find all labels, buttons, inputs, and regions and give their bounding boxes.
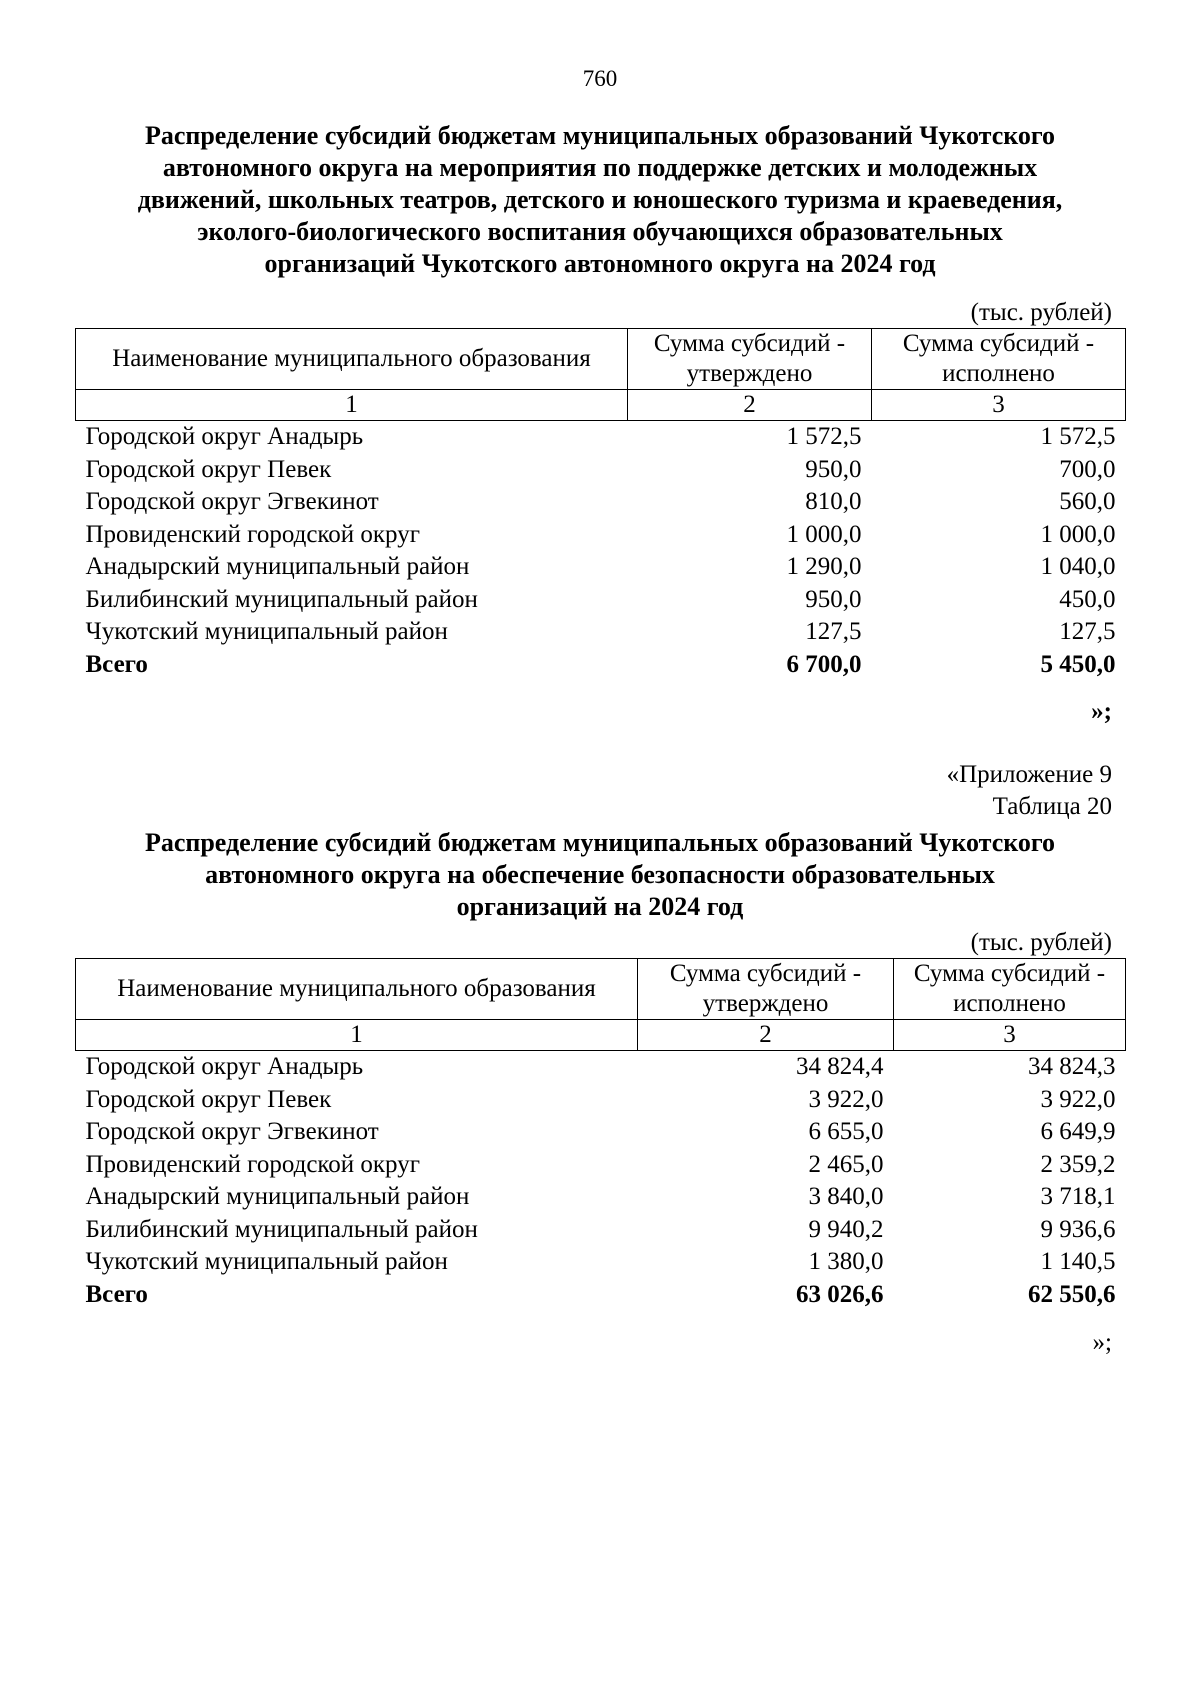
row-name: Анадырский муниципальный район bbox=[85, 553, 470, 580]
table1-row bbox=[76, 454, 1126, 487]
total-approved: 63 026,6 bbox=[796, 1280, 884, 1308]
table2-row bbox=[76, 1181, 1126, 1214]
table2-header-approved: Сумма субсидий - утверждено bbox=[638, 959, 894, 1020]
page-number: 760 bbox=[582, 66, 618, 91]
row-executed: 1 040,0 bbox=[1040, 553, 1116, 580]
row-name: Чукотский муниципальный район bbox=[85, 618, 448, 645]
table1-units: (тыс. рублей) bbox=[970, 299, 1112, 326]
table2-column-number-row bbox=[76, 1020, 1126, 1051]
appendix-label: «Приложение 9 bbox=[946, 761, 1112, 788]
total-label: Всего bbox=[85, 1280, 148, 1308]
row-approved: 1 380,0 bbox=[808, 1248, 884, 1275]
table1-closing-quote: »; bbox=[1091, 698, 1112, 725]
row-name: Городской округ Анадырь bbox=[85, 1053, 364, 1080]
table1-title-line: автономного округа на мероприятия по поддержке детских и молодежных bbox=[162, 153, 1038, 182]
row-approved: 950,0 bbox=[805, 585, 862, 613]
table2-units: (тыс. рублей) bbox=[970, 929, 1112, 956]
table2-title-line: автономного округа на обеспечение безопасности образовательных bbox=[205, 860, 995, 889]
table2-row bbox=[76, 1149, 1126, 1182]
row-executed: 6 649,9 bbox=[1040, 1118, 1116, 1145]
row-approved: 6 655,0 bbox=[808, 1118, 884, 1145]
table1-header-executed: Сумма субсидий - исполнено bbox=[872, 329, 1126, 390]
table2-title bbox=[60, 827, 1140, 923]
table2-total-row bbox=[76, 1279, 1126, 1312]
table1-row bbox=[76, 584, 1126, 617]
table1-row bbox=[76, 616, 1126, 649]
table1-header-approved: Сумма субсидий - утверждено bbox=[628, 329, 872, 390]
table2-header-name: Наименование муниципального образования bbox=[76, 959, 638, 1020]
row-executed: 1 140,5 bbox=[1040, 1248, 1116, 1275]
row-name: Городской округ Эгвекинот bbox=[85, 1118, 379, 1145]
table1-column-number: 3 bbox=[872, 390, 1126, 421]
row-approved: 810,0 bbox=[805, 488, 862, 515]
row-executed: 34 824,3 bbox=[1028, 1053, 1116, 1080]
row-approved: 3 922,0 bbox=[808, 1085, 884, 1113]
table1-column-number: 2 bbox=[628, 390, 872, 421]
row-executed: 560,0 bbox=[1059, 488, 1116, 515]
table1-title-line: Распределение субсидий бюджетам муниципальных образований Чукотского bbox=[144, 121, 1056, 150]
table1-total-row bbox=[76, 649, 1126, 682]
table1-title-line: организаций Чукотского автономного округа на 2024 год bbox=[264, 249, 936, 278]
table1-title-line: движений, школьных театров, детского и юношеского туризма и краеведения, bbox=[137, 185, 1063, 214]
row-executed: 1 000,0 bbox=[1040, 520, 1116, 548]
row-approved: 950,0 bbox=[805, 455, 862, 483]
table1-header-name: Наименование муниципального образования bbox=[76, 329, 628, 390]
table1-header-row bbox=[76, 329, 1126, 390]
row-approved: 9 940,2 bbox=[808, 1215, 884, 1243]
row-name: Анадырский муниципальный район bbox=[85, 1183, 470, 1210]
table2-row bbox=[76, 1214, 1126, 1247]
table1-column-number-row bbox=[76, 390, 1126, 421]
table2-row bbox=[76, 1246, 1126, 1279]
row-approved: 2 465,0 bbox=[808, 1150, 884, 1178]
table1-title bbox=[60, 120, 1140, 280]
row-executed: 3 718,1 bbox=[1040, 1183, 1116, 1210]
row-name: Провиденский городской округ bbox=[85, 520, 420, 548]
row-approved: 127,5 bbox=[805, 618, 862, 645]
total-approved: 6 700,0 bbox=[786, 650, 862, 678]
row-executed: 127,5 bbox=[1059, 618, 1116, 645]
row-name: Городской округ Эгвекинот bbox=[85, 488, 379, 515]
row-name: Билибинский муниципальный район bbox=[85, 1215, 478, 1243]
total-executed: 62 550,6 bbox=[1028, 1280, 1116, 1308]
table2-title-line: организаций на 2024 год bbox=[456, 892, 744, 921]
row-approved: 1 290,0 bbox=[786, 553, 862, 580]
table2 bbox=[75, 958, 1126, 1311]
table1-row bbox=[76, 519, 1126, 552]
table1-row bbox=[76, 551, 1126, 584]
row-approved: 1 000,0 bbox=[786, 520, 862, 548]
table2-column-number: 1 bbox=[76, 1020, 638, 1051]
table2-row bbox=[76, 1116, 1126, 1149]
row-name: Билибинский муниципальный район bbox=[85, 585, 478, 613]
row-executed: 2 359,2 bbox=[1040, 1150, 1116, 1178]
total-label: Всего bbox=[85, 650, 148, 678]
table2-closing-quote: »; bbox=[1092, 1329, 1112, 1356]
row-approved: 34 824,4 bbox=[796, 1053, 884, 1080]
table2-header-row bbox=[76, 959, 1126, 1020]
row-approved: 3 840,0 bbox=[808, 1183, 884, 1210]
row-name: Провиденский городской округ bbox=[85, 1150, 420, 1178]
table1 bbox=[75, 328, 1126, 681]
row-executed: 9 936,6 bbox=[1040, 1215, 1116, 1243]
row-approved: 1 572,5 bbox=[786, 423, 862, 450]
table1-title-line: эколого-биологического воспитания обучающихся образовательных bbox=[197, 217, 1003, 246]
table-number-label: Таблица 20 bbox=[992, 793, 1112, 820]
row-name: Городской округ Певек bbox=[85, 1085, 332, 1113]
table2-title-line: Распределение субсидий бюджетам муниципальных образований Чукотского bbox=[144, 828, 1056, 857]
row-executed: 3 922,0 bbox=[1040, 1085, 1116, 1113]
table1-row bbox=[76, 486, 1126, 519]
total-executed: 5 450,0 bbox=[1040, 650, 1116, 678]
table2-row bbox=[76, 1051, 1126, 1084]
row-executed: 450,0 bbox=[1059, 585, 1116, 613]
table2-header-executed: Сумма субсидий - исполнено bbox=[894, 959, 1126, 1020]
table2-column-number: 3 bbox=[894, 1020, 1126, 1051]
row-name: Городской округ Певек bbox=[85, 455, 332, 483]
table1-row bbox=[76, 421, 1126, 454]
row-executed: 700,0 bbox=[1059, 455, 1116, 483]
table1-column-number: 1 bbox=[76, 390, 628, 421]
table2-row bbox=[76, 1084, 1126, 1117]
table2-column-number: 2 bbox=[638, 1020, 894, 1051]
row-name: Городской округ Анадырь bbox=[85, 423, 364, 450]
row-name: Чукотский муниципальный район bbox=[85, 1248, 448, 1275]
row-executed: 1 572,5 bbox=[1040, 423, 1116, 450]
